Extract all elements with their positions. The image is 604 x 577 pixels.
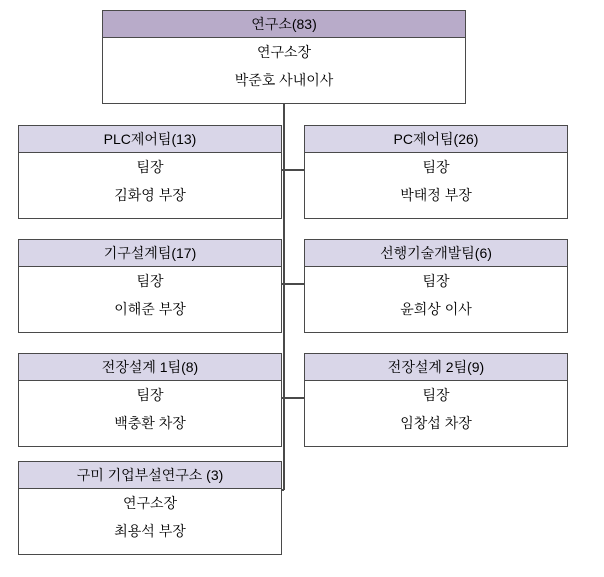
node-team-mechanism-design-person: 이해준 부장 [114, 301, 186, 317]
node-team-plc-control-title: PLC제어팀(13) [19, 126, 281, 153]
node-team-electrical-design-1-role: 팀장 [136, 387, 164, 403]
node-team-pc-control-person: 박태정 부장 [400, 187, 472, 203]
node-team-advanced-tech[interactable] [304, 239, 568, 333]
node-team-advanced-tech-person: 윤희상 이사 [400, 301, 472, 317]
node-team-mechanism-design-title: 기구설계팀(17) [19, 240, 281, 267]
node-root[interactable] [102, 10, 466, 104]
node-team-electrical-design-2[interactable] [304, 353, 568, 447]
node-team-mechanism-design-role: 팀장 [136, 273, 164, 289]
node-gumi-research-institute[interactable] [18, 461, 282, 555]
connector-branch-right-1 [283, 169, 305, 171]
node-team-electrical-design-2-title: 전장설계 2팀(9) [305, 354, 567, 381]
node-team-pc-control-role: 팀장 [422, 159, 450, 175]
node-team-plc-control[interactable] [18, 125, 282, 219]
connector-branch-right-2 [283, 283, 305, 285]
node-team-electrical-design-2-role: 팀장 [422, 387, 450, 403]
node-root-person: 박준호 사내이사 [234, 72, 334, 88]
node-team-electrical-design-2-person: 임창섭 차장 [400, 415, 472, 431]
node-team-advanced-tech-title: 선행기술개발팀(6) [305, 240, 567, 267]
node-team-pc-control[interactable] [304, 125, 568, 219]
connector-branch-right-3 [283, 397, 305, 399]
node-root-title: 연구소(83) [103, 11, 465, 38]
node-team-electrical-design-1-title: 전장설계 1팀(8) [19, 354, 281, 381]
node-team-plc-control-role: 팀장 [136, 159, 164, 175]
connector-trunk-vertical [283, 104, 285, 490]
node-team-advanced-tech-role: 팀장 [422, 273, 450, 289]
node-team-electrical-design-1[interactable] [18, 353, 282, 447]
node-team-mechanism-design[interactable] [18, 239, 282, 333]
node-team-plc-control-person: 김화영 부장 [114, 187, 186, 203]
node-gumi-research-institute-title: 구미 기업부설연구소 (3) [19, 462, 281, 489]
node-gumi-research-institute-person: 최용석 부장 [114, 523, 186, 539]
node-team-pc-control-title: PC제어팀(26) [305, 126, 567, 153]
node-root-role: 연구소장 [256, 44, 312, 60]
node-gumi-research-institute-role: 연구소장 [122, 495, 178, 511]
node-team-electrical-design-1-person: 백충환 차장 [114, 415, 186, 431]
